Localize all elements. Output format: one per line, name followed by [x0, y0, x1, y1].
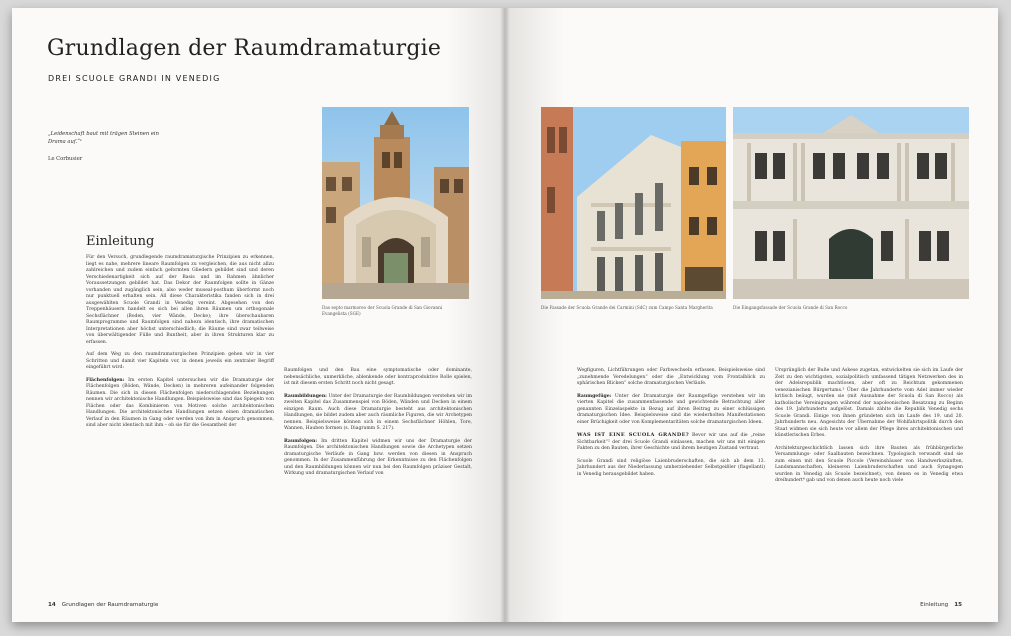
- paragraph: Flächenfolgen: Im ersten Kapitel untersuchen wir die Dramaturgie der Flächenfolgen (Böden, Wände, Decken) in mehreren aufeinander folgenden Räumen. Die sich in diesen Flächenfolgen niederschlagenden Beziehungen nennen wir architektonische Handlungen. Beispielsweise sind das Spiegeln von Flächen oder das Kombinieren von Motiven solche architektonischen Handlungen. Die architektonischen Handlungen setzen einen dramatischen Verlauf in den Räumen in Gang oder werden von ihm in Anspruch genommen, sind aber nicht identisch mit ihm – ob sie für die Gesamtheit der: [86, 377, 274, 428]
- text-column-1: [86, 255, 274, 436]
- running-head: Einleitung: [920, 602, 949, 608]
- section-heading: Einleitung: [86, 234, 155, 249]
- chapter-title: Grundlagen der Raumdramaturgie: [47, 36, 442, 61]
- paragraph: Für den Versuch, grundlegende raumdramaturgische Prinzipien zu erkennen, liegt es nahe, mehrere lineare Raumfolgen zu vergleichen, die aus nicht allzu zahlreichen und zudem einfach geformten Gliedern gebildet sind und deren Verschiedenartigkeit sich auf der Basis und im Rahmen ähnlicher Voraussetzungen gebildet hat. Das Dekor der Raumfolgen sollte in Gänze vorhanden und zugänglich sein, also weder museal-posthum überformt noch nur punktuell erhalten sein. All diese Charakteristika fanden sich in drei ausgewählten Scuole Grandi in Venedig vereint. Abgesehen von den Treppenhäusern handelt es sich bei allen ihren Räumen um orthogonale Sechsflächner (Boden, vier Wände, Decke); ihre überschaubaren Raumprogramme und Raumfolgen sind nahezu identisch, ihre dramatischen Interpretationen aber höchst unterschiedlich; die Räume sind zwar teilweise von überwältigender Fülle und Buntheit, aber in ihren Strukturen klar zu erfassen.: [86, 255, 274, 345]
- term-label: Flächenfolgen:: [86, 377, 125, 383]
- book-gutter: [500, 8, 510, 622]
- photo-san-giovanni-evangelista: [322, 107, 469, 299]
- running-head: Grundlagen der Raumdramaturgie: [61, 602, 159, 608]
- chapter-subtitle: DREI SCUOLE GRANDI IN VENEDIG: [48, 74, 221, 83]
- text-column-3: [577, 368, 765, 484]
- epigraph-quote: „Leidenschaft baut mit trägen Steinen ein Drama auf.“¹: [48, 131, 159, 145]
- epigraph-author: Le Corbusier: [48, 156, 83, 162]
- paragraph: Raumbildungen: Unter der Dramaturgie der Raumbildungen verstehen wir im zweiten Kapitel das Zusammenspiel von Böden, Wänden und Decken in einem einzigen Raum. Auch diese Dramaturgie besteht aus architektonischen Handlungen, sie bildet zudem aber auch räumliche Figuren, die wir Archetypen nennen. Beispielsweise können sich in einem Sechsflächner Höhlen, Tore, Wannen, Hauben formen (s. Diagramm S. 217).: [284, 393, 472, 431]
- paragraph: WAS IST EINE SCUOLA GRANDE? Bevor wir uns auf die „reine Sichtbarkeit“² der drei Scuole Grandi einlassen, machen wir uns mit einigen Fakten zu den Bauten, ihrer Geschichte und ihrem heutigen Zustand vertraut.: [577, 432, 765, 451]
- photo-san-giovanni-graphic: [322, 107, 469, 299]
- paragraph: Auf dem Weg zu den raumdramaturgischen Prinzipien gehen wir in vier Schritten und damit vier Kapiteln vor, in denen jeweils ein zentraler Begriff eingeführt wird:: [86, 352, 274, 370]
- paragraph: Scuole Grandi sind religiöse Laienbruderschaften, die sich ab dem 13. Jahrhundert aus der Niederlassung umherziehender Selbstgeißler (flagellanti) in Venedig herausgebildet haben.: [577, 458, 765, 477]
- paragraph: Ursprünglich der Buße und Askese zugetan, entwickelten sie sich im Laufe der Zeit zu den wichtigsten, sozialpolitisch umfassend tätigen Netzwerken des in der Adelsrepublik machtlosen, aber oft zu Reichtum gekommenen venezianischen Bürgertums.³ Über die Jahrhunderte vom Adel immer wieder kritisch beäugt, wurden sie (mit Ausnahme der Scuola di San Rocco) als katholische Vereinigungen während der napoleonischen Besatzung zu Beginn des 19. Jahrhunderts aufgelöst. Damals zählte die Republik Venedig sechs Scuole Grandi. Einige von ihnen gründeten sich im Laufe des 19. und 20. Jahrhunderts neu. Angesichts der Übernahme der Wohlfahrtspolitik durch den Staat widmen sie sich heute vor allem der Pflege ihres architektonischen und künstlerischen Erbes.: [775, 368, 963, 438]
- photo-caption-3: Die Eingangsfassade der Scuola Grande di San Rocco: [733, 305, 848, 310]
- term-label: Raumgefüge:: [577, 393, 612, 399]
- photo-caption-2: Die Fassade der Scuola Grande dei Carmini (SdC) zum Campo Santa Margherita: [541, 305, 713, 310]
- paragraph: Architekturgeschichtlich lassen sich ihre Bauten als frühbürgerliche Versammlungs- oder Saalbauten bezeichnen. Typologisch verwandt sind sie zum einen mit den Scuole Piccole (Vereinshäuser von Handwerkszünften, Landsmannschaften, kleineren Laienbruderschaften und auch Synagogen wurden in Venedig als Scuole bezeichnet), von denen es in Venedig etwa dreihundert⁴ gab und von denen auch heute noch viele: [775, 445, 963, 483]
- text-column-2: [284, 368, 472, 484]
- book-spread: [12, 8, 998, 622]
- paragraph: Raumgefüge: Unter der Dramaturgie der Raumgefüge verstehen wir im vierten Kapitel die zusammenfassende und gewichtende Betrachtung aller genannten Einzelaspekte in Bezug auf ihren Beitrag zu einer schlüssigen dramaturgischen Idee. Beispielsweise sind die wiederholten Manifestationen einer Brüchigkeit oder von Komplementaritäten solche dramaturgischen Ideen.: [577, 393, 765, 425]
- left-page: [12, 8, 505, 622]
- right-page: [505, 8, 998, 622]
- photo-scuola-carmini: [541, 107, 726, 299]
- left-page-footer: [48, 602, 158, 608]
- paragraph: Wegfiguren, Lichtführungen oder Farbwechseln erfassen. Beispielsweise sind „zunehmende Veredelungen“ oder die „Entwicklung vom Frontalblick zu sphärischen Blicken“ solche dramaturgischen Verläufe.: [577, 368, 765, 386]
- term-label: Raumbildungen:: [284, 393, 327, 399]
- paragraph: Raumfolgen und den Bau eine symptomatische oder dominante, nebensächliche, unmerkliche, ablenkende oder kontraproduktive Rolle spielen, ist mit diesem ersten Schritt noch nicht gesagt.: [284, 368, 472, 386]
- right-page-footer: [920, 602, 962, 608]
- photo-san-rocco-graphic: [733, 107, 969, 299]
- photo-caption-1: Das septo marmoreo der Scuola Grande di San Giovanni Evangelista (SGE): [322, 305, 443, 316]
- photo-carmini-graphic: [541, 107, 726, 299]
- page-number: 15: [954, 602, 962, 608]
- section-label: WAS IST EINE SCUOLA GRANDE?: [577, 432, 690, 438]
- term-label: Raumfolgen:: [284, 438, 318, 444]
- page-number: 14: [48, 602, 56, 608]
- text-column-4: [775, 368, 963, 491]
- paragraph: Raumfolgen: Im dritten Kapitel widmen wir uns der Dramaturgie der Raumfolgen. Die architektonischen Handlungen sowie die Archetypen setzen dramaturgische Verläufe in Gang bzw. werden von diesen in Anspruch genommen. In der Zusammenführung der Erkenntnisse zu den Flächenfolgen und den Raumbildungen können wir nun bei den Raumfolgen präziser Gestalt, Wirkung und dramaturgischen Verlauf von: [284, 438, 472, 476]
- photo-scuola-san-rocco: [733, 107, 969, 299]
